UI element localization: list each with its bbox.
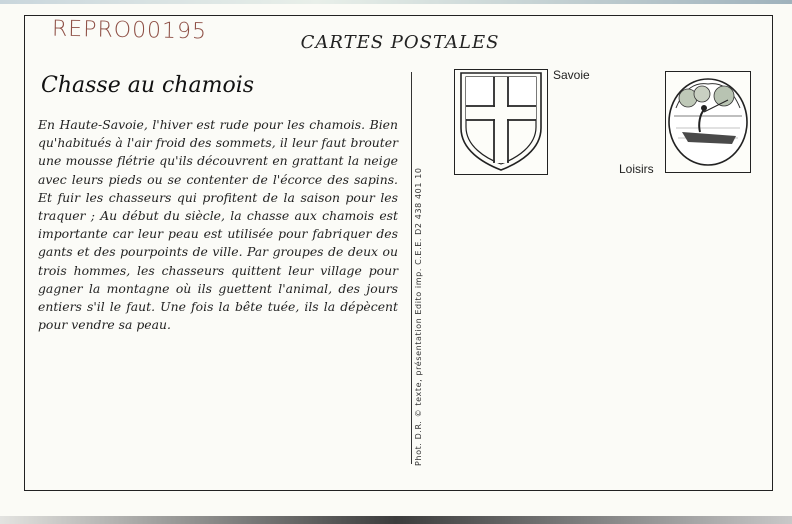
fishing-boat-icon	[666, 72, 750, 172]
savoie-coat-of-arms-icon	[455, 70, 547, 174]
loisirs-label: Loisirs	[619, 162, 654, 176]
postcard-bottom-edge	[0, 516, 792, 524]
story-title: Chasse au chamois	[41, 73, 255, 98]
savoie-stamp	[454, 69, 548, 175]
header-title: CARTES POSTALES	[300, 32, 500, 53]
handwritten-reference-code: REPRO00195	[51, 16, 208, 45]
postcard-top-edge	[0, 0, 792, 4]
story-body: En Haute-Savoie, l'hiver est rude pour les chamois. Bien qu'habitués à l'air froid des sommets, il leur faut brouter une mousse flétrie qu'ils découvrent en grattant la neige avec leurs pieds ou se contenter de l'écorce des sapins. Et fuir les chasseurs qui profitent de la saison pour les traquer ; Au début du siècle, la chasse aux chamois est importante car leur peau est utilisée pour fabriquer des gants et des pourpoints de ville. Par groupes de deux ou trois hommes, les chasseurs quittent leur village pour gagner la montagne où ils guettent l'animal, des jours entiers s'il le faut. Une fois la bête tuée, ils la dépècent pour vendre sa peau.	[38, 117, 398, 333]
savoie-label: Savoie	[553, 68, 590, 82]
loisirs-stamp	[665, 71, 751, 173]
vertical-divider	[411, 72, 412, 464]
publisher-credit: Phot. D.R. © texte, présentation Edito imp. C.E.E. D2 438 401 10	[414, 167, 423, 466]
